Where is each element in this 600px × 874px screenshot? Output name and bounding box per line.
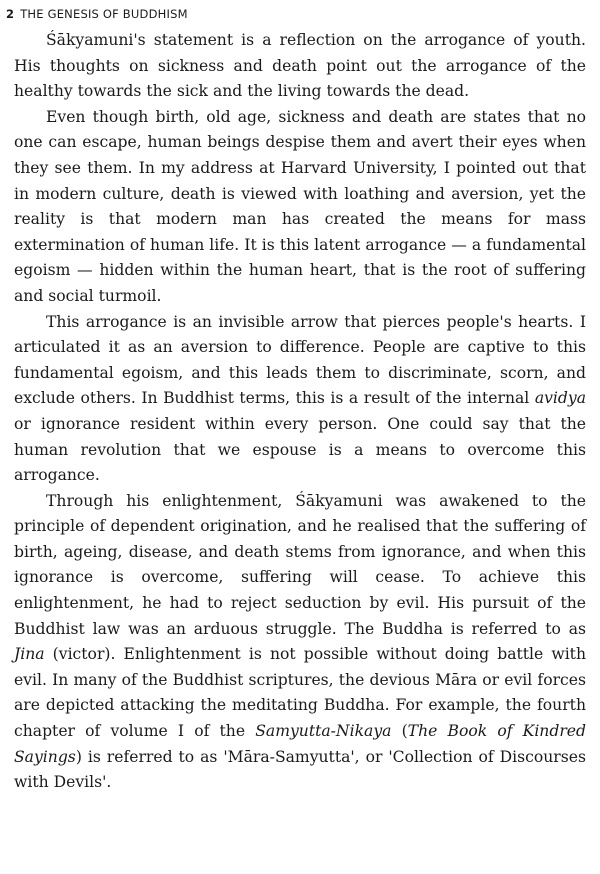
title-book-of-kindred-sayings: The Book of Kindred Sayings [14,722,586,766]
paragraph-3-text-a: This arrogance is an invisible arrow that pierces people's hearts. I articulated it as an aversion to difference. People are captive to this fundamental egoism, and this leads them to discriminate, scorn, and exclude others. In Buddhist terms, this is a result of the internal [14,312,586,408]
paragraph-2 [14,105,586,310]
paragraph-4-text-d: ) is referred to as 'Māra-Samyutta', or 'Collection of Discourses with Devils'. [14,747,586,792]
body-text [14,28,586,796]
paragraph-4-text-a: Through his enlightenment, Śākyamuni was awakened to the principle of dependent origination, and he realised that the suffering of birth, ageing, disease, and death stems from ignorance, and when this ignorance is overcome, suffering will cease. To achieve this enlightenment, he had to reject seduction by evil. His pursuit of the Buddhist law was an arduous struggle. The Buddha is referred to as [14,491,586,638]
running-head-title: THE GENESIS OF BUDDHISM [20,7,188,21]
paragraph-1-text: Śākyamuni's statement is a reflection on the arrogance of youth. His thoughts on sickness and death point out the arrogance of the healthy towards the sick and the living towards the dead. [14,31,586,101]
paragraph-4-text-c: ( [391,722,408,741]
page-number: 2 [6,7,15,21]
running-head [6,6,586,22]
paragraph-4 [14,489,586,796]
term-avidya: avidya [534,389,586,408]
paragraph-4-text-b: (victor). Enlightenment is not possible without doing battle with evil. In many of the Buddhist scriptures, the devious Māra or evil forces are depicted attacking the meditating Buddha. For example, the fourth chapter of volume I of the [14,645,586,741]
title-samyutta-nikaya: Samyutta-Nikaya [255,722,392,741]
paragraph-2-text: Even though birth, old age, sickness and death are states that no one can escape, human beings despise them and avert their eyes when they see them. In my address at Harvard University, I pointed out that in modern culture, death is viewed with loathing and aversion, yet the reality is that modern man has created the means for mass extermination of human life. It is this latent arrogance — a fundamental egoism — hidden within the human heart, that is the root of suffering and social turmoil. [14,107,586,305]
paragraph-3-text-b: or ignorance resident within every person. One could say that the human revolution that we espouse is a means to overcome this arrogance. [14,414,586,485]
paragraph-1 [14,28,586,105]
paragraph-3 [14,310,586,489]
term-jina: Jina [14,645,45,664]
